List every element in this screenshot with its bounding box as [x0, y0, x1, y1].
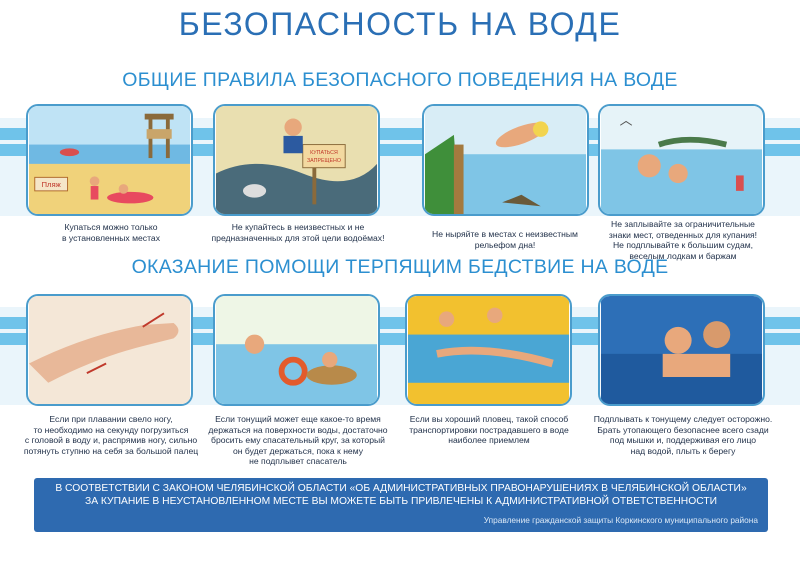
rule-caption-3: Не ныряйте в местах с неизвестным рельефом дна!	[432, 229, 578, 250]
life-ring-illustration	[213, 294, 380, 406]
footer-credit: Управление гражданской защиты Коркинского муниципального района	[483, 515, 758, 525]
help-caption-1: Если при плавании свело ногу, то необходимо на секунду погрузиться с головой в воду и, распрямив ногу, сильно потянуть ступню на себя за большой палец	[23, 414, 199, 456]
diving-illustration	[422, 104, 589, 216]
footer-line-1: В СООТВЕТСТВИИ С ЗАКОНОМ ЧЕЛЯБИНСКОЙ ОБЛАСТИ «ОБ АДМИНИСТРАТИВНЫХ ПРАВОНАРУШЕНИЯХ В ЧЕЛЯБИНСКОЙ ОБЛАСТИ»	[55, 483, 747, 494]
section-heading-help: ОКАЗАНИЕ ПОМОЩИ ТЕРПЯЩИМ БЕДСТВИЕ НА ВОДЕ	[131, 256, 669, 278]
leg-cramp-illustration	[26, 294, 193, 406]
beach-illustration	[26, 104, 193, 216]
rule-caption-1: Купаться можно только в установленных местах	[61, 222, 160, 243]
towing-illustration	[405, 294, 572, 406]
rule-caption-4: Не заплывайте за ограничительные знаки мест, отведенных для купания! Не подплывайте к большим судам, веселым лодкам и баржам	[608, 219, 758, 261]
footer-line-2: ЗА КУПАНИЕ В НЕУСТАНОВЛЕННОМ МЕСТЕ ВЫ МОЖЕТЕ БЫТЬ ПРИВЛЕЧЕНЫ К АДМИНИСТРАТИВНОЙ ОТВЕТСТВЕННОСТИ	[84, 496, 718, 507]
svg-text:ЗАПРЕЩЕНО: ЗАПРЕЩЕНО	[306, 157, 341, 164]
section-heading-rules: ОБЩИЕ ПРАВИЛА БЕЗОПАСНОГО ПОВЕДЕНИЯ НА ВОДЕ	[122, 69, 678, 91]
rule-caption-2: Не купайтесь в неизвестных и не предназначенных для этой цели водоёмах!	[211, 222, 385, 243]
help-caption-3: Если вы хороший пловец, такой способ транспортировки пострадавшего в воде наиболее приемлем	[409, 414, 569, 446]
poster-title: БЕЗОПАСНОСТЬ НА ВОДЕ	[178, 6, 622, 42]
swimmers-buoys-illustration	[598, 104, 765, 216]
help-caption-4: Подплывать к тонущему следует осторожно. Брать утопающего безопаснее всего сзади под мышки и, поддерживая его лицо над водой, плыть к берегу	[593, 414, 773, 456]
beach-sign-text: Пляж	[41, 180, 61, 189]
help-caption-2: Если тонущий может еще какое-то время держаться на поверхности воды, достаточно бросить ему спасательный круг, за который он будет держаться, пока к нему не подплывет спасатель	[208, 414, 388, 467]
legal-footer	[34, 478, 768, 532]
svg-text:КУПАТЬСЯ: КУПАТЬСЯ	[310, 150, 338, 157]
forbidden-pond-illustration	[213, 104, 380, 216]
rescue-carry-illustration	[598, 294, 765, 406]
